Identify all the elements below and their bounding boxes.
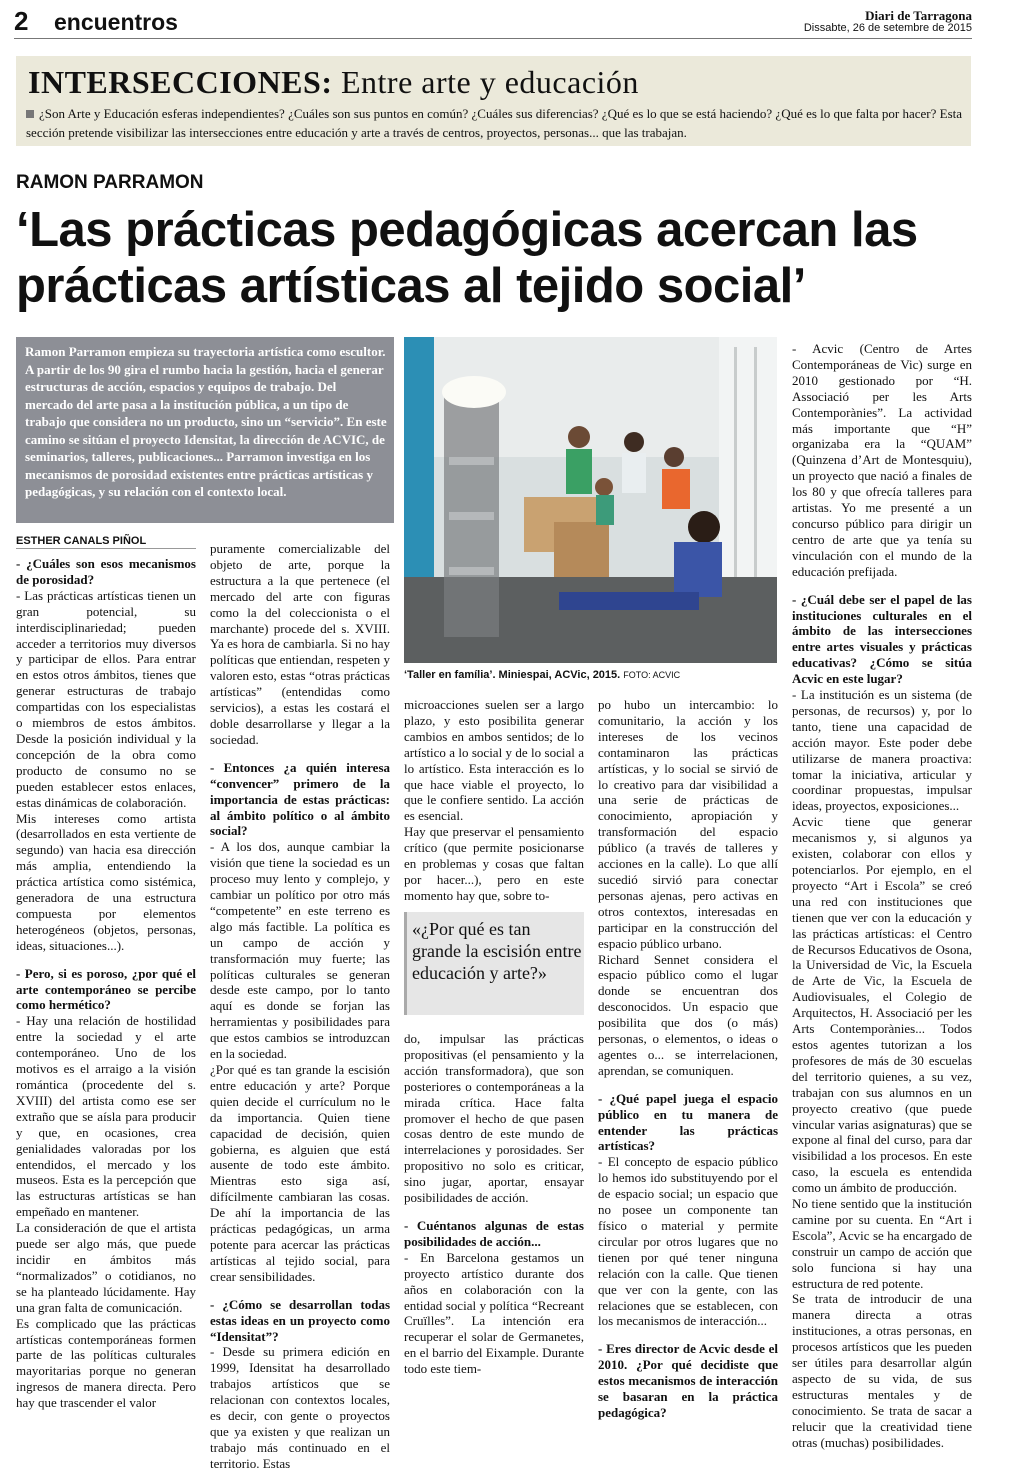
headline: ‘Las prácticas pedagógicas acercan las prácticas artísticas al tejido social’ [16,203,918,313]
header-divider [14,38,972,39]
pull-quote: «¿Por qué es tan grande la escisión entre educación y arte?» [412,919,582,983]
section-title: encuentros [54,9,178,35]
answer-paragraph: - Acvic (Centro de Artes Contemporáneas de Vic) surge en 2010 gestionado por “H. Associació per les Arts Contemporànies”. La actividad más importante que “H” organizaba era la “QUAM” (Quinzena d’Art de Montesquiu), un proyecto que nació a finales de los 80 y que ofrecía talleres para artistas. Yo me presenté a un concurso público para dirigir un centro de arte que ya tenía su vinculación con el mundo de la educación prefijada. [792,341,972,579]
answer-paragraph: - A los dos, aunque cambiar la visión que tiene la sociedad es un proceso muy lento y complejo, y cambiar un político por otro más “competente” en este terreno es algo más factible. La política es un campo de acción y transformación muy fuerte; las políticas culturales se generan desde este campo, por lo tanto aquí es donde se forjan las herramientas y posibilidades para que estos cambios se introduzcan en la sociedad. ¿Por qué es tan grande la escisión entre educación y arte? Porque quien decide el currículum no le da importancia. Quien tiene capacidad de decisión, quien gobierna, es alguien que está ausente de todo este ámbito. Mientras esto siga así, difícilmente cambiaran las cosas. De ahí la importancia de las prácticas pedagógicas, un arma potente para acercar las prácticas artísticas al tejido social, para crear sensibilidades. [210,839,390,1284]
answer-paragraph: - Hay una relación de hostilidad entre la sociedad y el arte contemporáneo. Uno de los motivos es el arraigo a la visión romántica (procedente del s. XVIII) del artista como ese ser extraño que se aísla para producir y que, en ocasiones, crea genialidades valoradas por los entendidos, el mercado y los museos. Esta es la percepción que las estructuras artísticas se han empeñado en mantener. La consideración de que el artista puede ser algo más, que puede incidir en ámbitos más “normalizados” o cotidianos, no se ha planteado lúcidamente. Hay una gran falta de comunicación. Es complicado que las prácticas artísticas contemporáneas formen parte de las políticas culturales mayoritarias porque no generan ingresos de manera directa. Pero hay que trascender el valor [16,1013,196,1411]
column-4 [598,697,778,1421]
question: - Eres director de Acvic desde el 2010. ¿Por qué decidiste que estos mecanismos de interacción se basaran en la práctica pedagógica? [598,1341,778,1420]
page-number: 2 [14,6,29,36]
publication-date: Dissabte, 26 de setembre de 2015 [803,22,972,34]
column-3-top [404,697,584,904]
banner-title-rest: Entre arte y educación [332,64,639,100]
photo-caption [404,669,680,681]
banner-title-bold: INTERSECCIONES: [28,64,333,100]
answer-paragraph: - En Barcelona gestamos un proyecto artístico durante dos años en colaboración con la entidad social y política “Recreant Cruïlles”. La intención era recuperar el solar de Germanetes, en el barrio del Eixample. Durante todo este tiem- [404,1249,584,1377]
byline-divider [16,548,196,549]
photo-credit: FOTO: ACVIC [623,670,681,680]
answer-paragraph: - La institución es un sistema (de personas, de recursos) y, por lo tanto, tiene una capacidad de acción mayor. Este poder debe utilizarse de manera proactiva: tomar la iniciativa, articular y coordinar propuestas, impulsar ideas, proyectos, exposiciones... Acvic tiene que generar mecanismos y, si algunos ya existen, colaborar con ellos y potenciarlos. Por ejemplo, en el proyecto “Art i Escola” se creó una red con instituciones que tienen que ver con la educación y las prácticas artísticas: el Centro de Recursos Educativos de Osona, la Universidad de Vic, la Escuela de Arte de Vic, la Escuela de Audiovisuales, el Colegio de Arquitectos, H. Associació per les Arts Contemporànies... Todos estos agentes tutorizan a los profesores de más de 30 escuelas del territorio quienes, a su vez, trabajan con sus alumnos en un proyecto creativo (que puede vincular varias asignaturas) que se expone al final del curso, para dar visibilidad a los procesos. En este caso, la escuela es entendida como un ámbito de producción. No tiene sentido que la institución camine por su cuenta. En “Art i Escola”, Acvic se ha encargado de construir un campo de acción que solo funciona si hay una estructura de red potente. Se trata de introducir de una manera directa a otras instituciones, a otras personas, en procesos artísticos que les pueden ser útiles para desarrollar algún aspecto de su vida, de sus estructuras mentales y de conocimiento. Se trata de sacar a relucir que la creatividad tiene otras (muchas) posibilidades. [792,687,972,1450]
question: - Cuéntanos algunas de estas posibilidades de acción... [404,1217,584,1249]
square-bullet-icon [26,110,34,118]
banner-title [28,64,639,101]
answer-paragraph: po hubo un intercambio: lo comunitario, la acción y los intereses de los vecinos contaminaron las prácticas artísticas, y lo social se sirvió de lo creativo para dar visibilidad a una serie de prácticas de conocimiento, apropiación y transformación del espacio público (a través de talleres y acciones en la calle). Lo que allí sucedió sirvió para conectar personas ajenas, pero activas en otros contextos, interesadas en participar en la construcción del espacio público urbano. Richard Sennet considera el espacio público como el lugar donde se encuentran dos desconocidos. Un espacio que posibilita que dos (o más) personas, o elementos, o ideas o agentes o... se interrelacionen, aprendan, se comuniquen. [598,697,778,1078]
column-1 [16,556,196,1411]
article-photo [404,337,777,663]
question: - ¿Qué papel juega el espacio público en tu manera de entender las prácticas artísticas? [598,1090,778,1154]
photo-illustration [404,337,777,663]
answer-paragraph: microacciones suelen ser a largo plazo, y esto posibilita generar cambios en ambos sentidos; de lo artístico a lo social y de lo social a lo artístico. Esta interacción es lo que hace viable el proyecto, lo que le confiere sentido. La acción es esencial. Hay que preservar el pensamiento crítico (que permite posicionarse en problemas y cosas que faltan por hacer...), pero en este momento hay que, sobre to- [404,697,584,903]
question: - ¿Cómo se desarrollan todas estas ideas en un proyecto como “Idensitat”? [210,1296,390,1344]
interviewee-name: RAMON PARRAMON [16,172,204,193]
caption-text: ‘Taller en família’. Miniespai, ACVic, 2015. [404,669,621,681]
intro-text: Ramon Parramon empieza su trayectoria artística como escultor. A partir de los 90 gira el rumbo hacia la gestión, hacia el generar estructuras de acción, espacios y equipos de trabajo. Del mercado del arte pasa a la institución pública, a un tipo de trabajo que considera no un producto, sino un “servicio”. En este camino se sitúan el proyecto Idensitat, la dirección de ACVIC, de seminarios, talleres, publicaciones... Parramon investiga en los mecanismos de porosidad existentes entre prácticas artísticas y pedagógicas, y su relación con el contexto local. [25,344,387,499]
column-3-bottom [404,1031,584,1377]
column-2 [210,541,390,1472]
answer-paragraph: puramente comercializable del objeto de arte, porque la estructura a la que pertenece (el mercado del arte con figuras como la del coleccionista o el marchante) procede del s. XVIII. Ya es hora de cambiarla. Si no hay políticas que entiendan, respeten y valoren esto, estas “otras prácticas artísticas” (entendidas como servicios), a estas les costará el doble desarrollarse y llegar a la sociedad. [210,541,390,747]
answer-paragraph: - Las prácticas artísticas tienen un gran potencial, su interdisciplinariedad; pueden acceder a territorios muy diversos y participar de ellos. Para entrar en estos otros ámbitos, tienes que generar estructuras de trabajo compartidas con los especialistas o miembros de estos ámbitos. Desde la posición individual y la concepción de la obra como producto de consumo no se pueden establecer estos enlaces, estas dinámicas de colaboración. Mis intereses como artista (desarrollados en esta vertiente de segundo) van hacia esa dirección más amplia, entendiendo la práctica artística como sistémica, generadora de una estructura compuesta por elementos heterogéneos (objetos, personas, ideas, situaciones...). [16,587,196,953]
answer-paragraph: do, impulsar las prácticas propositivas (el pensamiento y la acción transformadora), que son posteriores o contemporáneas a la mirada crítica. Hace falta promover el hecho de que pasen cosas dentro de este mundo de interrelaciones y porosidades. Ser propositivo no solo es criticar, sino jugar, aportar, ensayar posibilidades de acción. [404,1031,584,1206]
banner-description: ¿Son Arte y Educación esferas independientes? ¿Cuáles son sus puntos en común? ¿Cuáles sus diferencias? ¿Qué es lo que se está haciendo? ¿Qué es lo que falta por hacer? Esta sección pretende visibilizar las intersecciones entre educación y arte a través de centros, proyectos, personas... que las trabajan. [26,106,963,140]
publication-name: Diari de Tarragona [865,8,972,23]
question: - ¿Cuáles son esos mecanismos de porosidad? [16,556,196,587]
column-5 [792,341,972,1451]
question: - Pero, si es poroso, ¿por qué el arte contemporáneo se percibe como hermético? [16,965,196,1013]
question: - ¿Cuál debe ser el papel de las instituciones culturales en el ámbito de las intersecciones entre artes visuales y prácticas educativas? ¿Cómo se sitúa Acvic en este lugar? [792,591,972,687]
banner-text [26,104,966,142]
pull-quote-bar [404,912,407,1015]
answer-paragraph: - Desde su primera edición en 1999, Idensitat ha desarrollado trabajos artísticos que se relacionan con contextos locales, es decir, con gente o proyectos que ya existen y que realizan un trabajo más continuado en el territorio. Estas [210,1344,390,1471]
question: - Entonces ¿a quién interesa “convencer” primero de la importancia de estas prácticas: al ámbito político o al ámbito social? [210,759,390,839]
answer-paragraph: - El concepto de espacio público lo hemos ido substituyendo por el de espacio social; un espacio que no posee un componente tan físico o material y permite circular por otros lugares que no tienen por qué tener ninguna relación con la calle. Que tienen que ver con la gente, con las relaciones que se establecen, con los mecanismos de interacción... [598,1154,778,1329]
byline: ESTHER CANALS PIÑOL [16,535,147,547]
